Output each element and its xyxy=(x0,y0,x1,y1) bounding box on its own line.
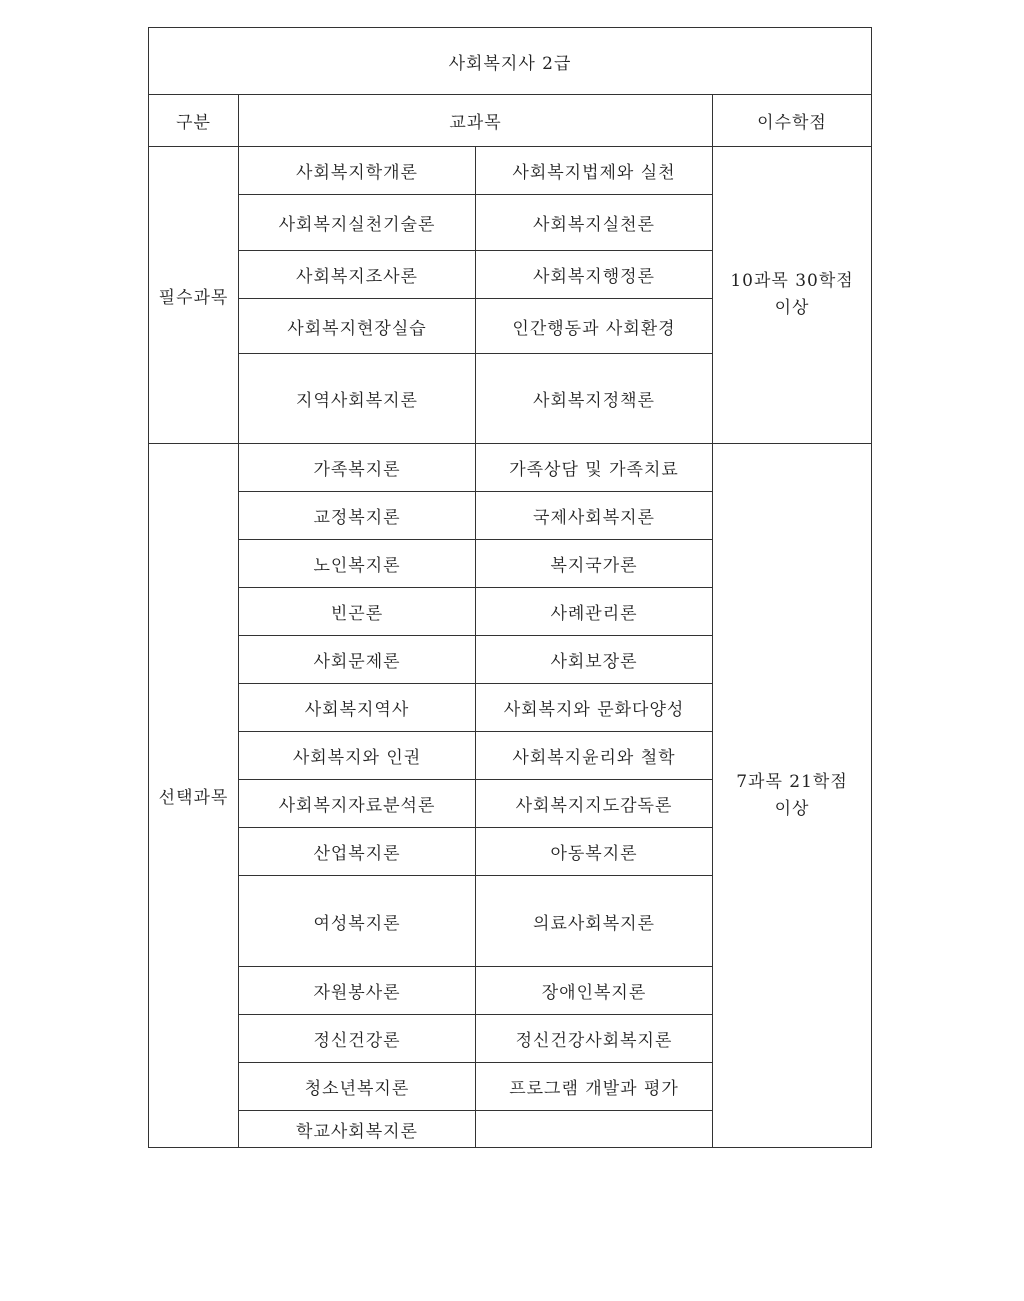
required-credits-line2: 이상 xyxy=(774,298,810,318)
course-cell: 자원봉사론 xyxy=(239,967,476,1015)
header-category: 구분 xyxy=(149,95,239,147)
title-row xyxy=(149,28,872,95)
required-label: 필수과목 xyxy=(149,147,239,444)
table-row xyxy=(149,444,872,492)
table-row xyxy=(149,147,872,195)
course-cell: 의료사회복지론 xyxy=(476,876,713,967)
elective-credits xyxy=(713,444,872,1148)
course-cell: 사회복지와 문화다양성 xyxy=(476,684,713,732)
header-credits: 이수학점 xyxy=(713,95,872,147)
course-cell: 정신건강론 xyxy=(239,1015,476,1063)
course-cell: 사회복지실천론 xyxy=(476,195,713,251)
course-cell: 인간행동과 사회환경 xyxy=(476,299,713,354)
course-cell: 정신건강사회복지론 xyxy=(476,1015,713,1063)
required-credits-line1: 10과목 30학점 xyxy=(730,271,854,291)
course-cell: 가족상담 및 가족치료 xyxy=(476,444,713,492)
course-cell: 사회복지행정론 xyxy=(476,251,713,299)
table-title: 사회복지사 2급 xyxy=(149,28,872,95)
elective-credits-line1: 7과목 21학점 xyxy=(736,771,848,792)
course-cell: 청소년복지론 xyxy=(239,1063,476,1111)
elective-credits-line2: 이상 xyxy=(774,798,810,819)
course-cell: 사회복지현장실습 xyxy=(239,299,476,354)
course-cell: 사회복지윤리와 철학 xyxy=(476,732,713,780)
course-cell: 가족복지론 xyxy=(239,444,476,492)
course-cell: 학교사회복지론 xyxy=(239,1111,476,1148)
course-cell: 아동복지론 xyxy=(476,828,713,876)
course-cell: 사회문제론 xyxy=(239,636,476,684)
course-cell: 교정복지론 xyxy=(239,492,476,540)
course-cell: 빈곤론 xyxy=(239,588,476,636)
course-cell-empty xyxy=(476,1111,713,1148)
elective-label: 선택과목 xyxy=(149,444,239,1148)
course-cell: 사회복지실천기술론 xyxy=(239,195,476,251)
course-cell: 산업복지론 xyxy=(239,828,476,876)
course-cell: 지역사회복지론 xyxy=(239,354,476,444)
course-cell: 국제사회복지론 xyxy=(476,492,713,540)
course-cell: 사회복지학개론 xyxy=(239,147,476,195)
course-cell: 사회복지법제와 실천 xyxy=(476,147,713,195)
course-cell: 프로그램 개발과 평가 xyxy=(476,1063,713,1111)
header-row xyxy=(149,95,872,147)
course-cell: 사회복지지도감독론 xyxy=(476,780,713,828)
course-cell: 사회복지조사론 xyxy=(239,251,476,299)
course-cell: 복지국가론 xyxy=(476,540,713,588)
course-cell: 사례관리론 xyxy=(476,588,713,636)
required-credits xyxy=(713,147,872,444)
header-courses: 교과목 xyxy=(239,95,713,147)
course-cell: 장애인복지론 xyxy=(476,967,713,1015)
course-cell: 사회복지역사 xyxy=(239,684,476,732)
course-cell: 사회복지자료분석론 xyxy=(239,780,476,828)
curriculum-table xyxy=(148,27,872,1148)
course-cell: 여성복지론 xyxy=(239,876,476,967)
course-cell: 사회보장론 xyxy=(476,636,713,684)
course-cell: 노인복지론 xyxy=(239,540,476,588)
course-cell: 사회복지정책론 xyxy=(476,354,713,444)
course-cell: 사회복지와 인권 xyxy=(239,732,476,780)
